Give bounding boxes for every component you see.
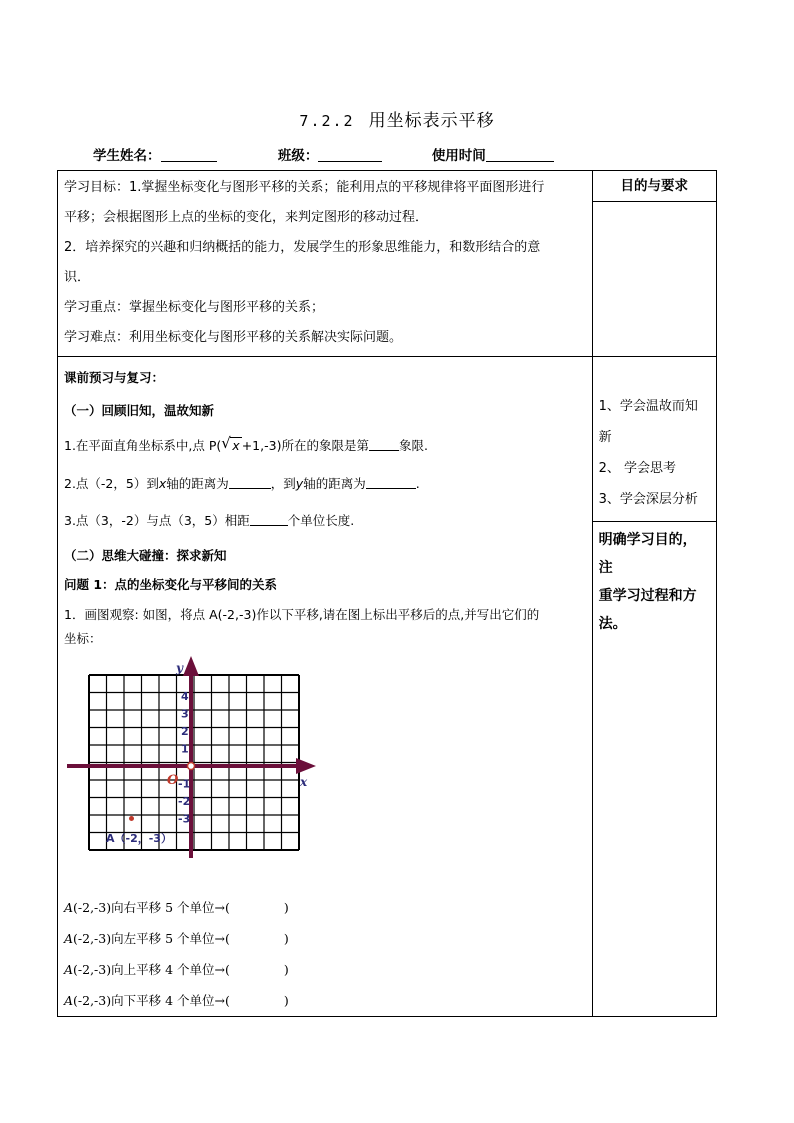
- y-tick-label: -2: [178, 795, 191, 808]
- origin-dot: [188, 763, 195, 770]
- observe-line-2: 坐标：: [64, 631, 102, 646]
- requirement-item: 3、学会深层分析: [598, 492, 698, 507]
- preview-cell: [58, 357, 593, 1017]
- purpose-note-line: 重学习过程和方: [598, 588, 697, 604]
- requirement-item: 1、学会温故而知: [598, 399, 698, 414]
- worksheet-table: [57, 170, 717, 1017]
- key-point: 学习重点：掌握坐标变化与图形平移的关系；: [64, 300, 325, 315]
- point-a-label: A（-2，-3）: [106, 832, 172, 845]
- y-tick-label: -3: [178, 812, 191, 826]
- graph-svg: [64, 652, 324, 892]
- purpose-header: 目的与要求: [593, 171, 716, 202]
- x-axis-arrow: [296, 758, 316, 774]
- requirement-item: 2、 学会思考: [598, 461, 677, 476]
- translation-item: A(-2,-3)向上平移 4 个单位→( ): [64, 962, 289, 977]
- name-blank[interactable]: [161, 147, 217, 162]
- problem-1-heading: 问题 1：点的坐标变化与平移间的关系: [64, 577, 278, 592]
- goal-line-3: 2．培养探究的兴趣和归纳概括的能力，发展学生的形象思维能力，和数形结合的意: [64, 240, 541, 255]
- time-label: 使用时间: [431, 148, 486, 164]
- time-blank[interactable]: [486, 147, 554, 162]
- answer-blank-3[interactable]: [366, 475, 416, 489]
- requirements-list: [593, 391, 716, 515]
- answer-blank-4[interactable]: [250, 512, 288, 526]
- y-tick-label: 3: [181, 707, 189, 721]
- preview-heading: 课前预习与复习：: [64, 370, 165, 385]
- student-info: [93, 144, 554, 164]
- purpose-cell: [592, 171, 716, 357]
- y-axis-arrow: [183, 656, 199, 676]
- y-tick-label: -1: [178, 777, 191, 791]
- purpose-note: [593, 521, 716, 642]
- difficult-point: 学习难点：利用坐标变化与图形平移的关系解决实际问题。: [64, 330, 403, 345]
- requirement-item: 新: [598, 430, 612, 445]
- y-axis-label: y: [176, 661, 183, 675]
- goals-cell: [58, 171, 593, 357]
- class-label: 班级：: [277, 148, 319, 164]
- question-2: 2.点（-2，5）到x轴的距离为 ，到y轴的距离为 .: [64, 476, 420, 491]
- goal-line-1: 学习目标：1.掌握坐标变化与图形平移的关系；能利用点的平移规律将平面图形进行: [64, 180, 545, 195]
- goal-line-2: 平移；会根据图形上点的坐标的变化，来判定图形的移动过程．: [64, 210, 429, 225]
- translation-list: [58, 892, 592, 1016]
- observe-line-1: 1．画图观察: 如图，将点 A(-2,-3)作以下平移,请在图上标出平移后的点,并写出它们的: [64, 607, 540, 622]
- translation-item: A(-2,-3)向右平移 5 个单位→( ): [64, 900, 289, 915]
- requirements-cell: [592, 357, 716, 1017]
- purpose-note-line: 法。: [598, 616, 627, 632]
- title-text: 用坐标表示平移: [368, 111, 495, 131]
- sqrt-symbol: √ x: [221, 434, 240, 453]
- name-label: 学生姓名：: [93, 148, 161, 164]
- purpose-note-line: 明确学习目的，注: [598, 532, 697, 576]
- page-title: [0, 106, 794, 131]
- x-axis-label: x: [300, 775, 308, 789]
- y-tick-label: 4: [181, 690, 189, 703]
- class-blank[interactable]: [318, 147, 382, 162]
- translation-item: A(-2,-3)向下平移 4 个单位→( ): [64, 993, 289, 1008]
- title-number: 7.2.2: [299, 112, 355, 130]
- point-a: [129, 816, 134, 821]
- section-1-heading: （一）回顾旧知，温故知新: [64, 403, 215, 418]
- answer-blank-1[interactable]: [369, 437, 399, 451]
- origin-label: O: [167, 773, 179, 788]
- translation-item: A(-2,-3)向左平移 5 个单位→( ): [64, 931, 289, 946]
- y-tick-label: 1: [181, 742, 189, 756]
- goal-line-4: 识．: [64, 270, 91, 285]
- answer-blank-2[interactable]: [229, 475, 271, 489]
- question-1: 1.在平面直角坐标系中,点 P( √ x +1,-3)所在的象限是第 象限.: [58, 427, 592, 465]
- coordinate-graph: [58, 652, 592, 892]
- y-tick-label: 2: [181, 725, 189, 738]
- section-2-heading: （二）思维大碰撞：探求新知: [64, 548, 227, 563]
- goals-text: [58, 171, 592, 353]
- question-3: 3.点（3，-2）与点（3，5）相距 个单位长度.: [64, 513, 355, 528]
